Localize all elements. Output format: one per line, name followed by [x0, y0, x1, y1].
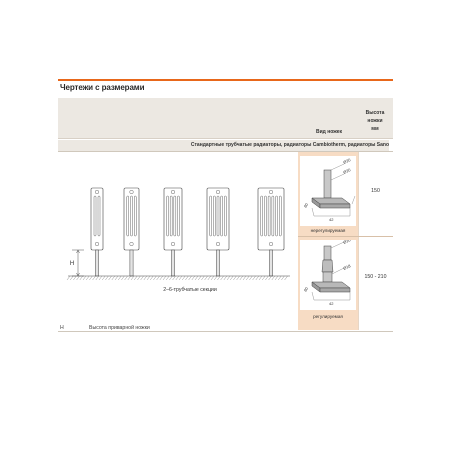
- col-header-height-line3: мм: [371, 126, 379, 132]
- adjustable-foot-dim-width: 60: [302, 286, 310, 293]
- adjustable-foot-height: 150 - 210: [364, 274, 387, 280]
- adjustable-foot-drawing: [300, 240, 356, 310]
- header-divider: [58, 138, 393, 139]
- radiator-elevation-drawing: [58, 152, 298, 302]
- col-header-height-line1: Высота: [365, 110, 385, 116]
- foot-height-column: [358, 152, 393, 330]
- radiator-6-tube: [258, 188, 284, 276]
- fixed-foot-height: 150: [371, 188, 380, 194]
- fixed-foot-dim-depth: 42: [329, 217, 334, 222]
- fixed-foot-dim-width: 60: [302, 202, 310, 209]
- table-header: [58, 98, 393, 139]
- footnote-divider: [58, 331, 393, 332]
- fixed-foot-dim-mid: Ø20: [342, 167, 352, 175]
- col-header-height-line2: ножки: [367, 118, 383, 124]
- fixed-foot-drawing: [300, 156, 356, 226]
- row-heading-radiator-types: Стандартные трубчатые радиаторы, радиаторы Cambiotherm, радиаторы Sano: [58, 140, 389, 151]
- radiator-3-tube: [124, 188, 139, 276]
- col-header-foot-height: [358, 109, 392, 133]
- fixed-foot-dim-top: Ø20: [342, 157, 352, 165]
- column-divider: [358, 152, 359, 330]
- adjustable-foot-caption: регулируемая: [313, 314, 343, 319]
- sections-caption: 2–6-трубчатые секции: [163, 287, 217, 293]
- col-header-feet-type: Вид ножек: [316, 129, 343, 135]
- adjustable-foot-dim-mid: Ø18: [342, 263, 352, 271]
- title-rule: [58, 79, 393, 81]
- footnote-symbol: H: [60, 325, 64, 331]
- radiator-5-tube: [207, 188, 229, 276]
- footnote-text: Высота приварной ножки: [89, 325, 150, 331]
- height-dimension-label: H: [69, 261, 75, 267]
- adjustable-foot-dim-top: Ø20: [342, 240, 352, 245]
- radiator-2-tube: [91, 188, 103, 276]
- row-divider: [298, 236, 393, 237]
- radiator-4-tube: [164, 188, 182, 276]
- fixed-foot-caption: нерегулируемая: [310, 228, 346, 233]
- adjustable-foot-dim-depth: 42: [329, 301, 334, 306]
- floor-hatching: [67, 276, 290, 280]
- page-title: Чертежи с размерами: [60, 83, 145, 92]
- radiator-group: [91, 188, 284, 276]
